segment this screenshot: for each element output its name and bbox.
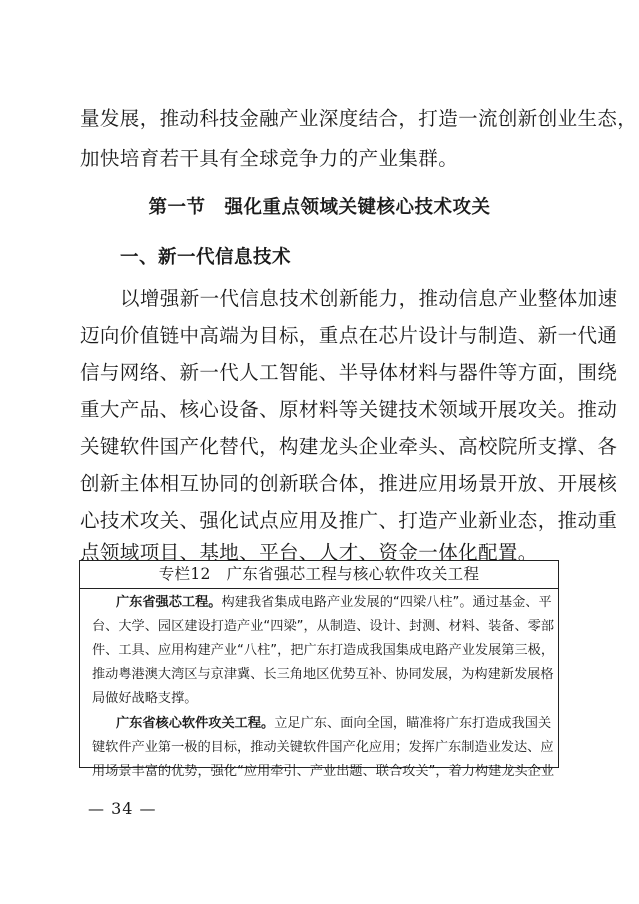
box-item1-line-4: 推动粤港澳大湾区与京津冀、长三角地区优势互补、协同发展，为构建新发展格 — [92, 667, 554, 682]
paragraph-line-5: 关键软件国产化替代，构建龙头企业牵头、高校院所支撑、各 — [80, 435, 618, 458]
box-item2-first-text: 立足广东、面向全国，瞄准将广东打造成我国关 — [274, 716, 552, 731]
box-item1-line-3: 件、工具、应用构建产业“八柱”，把广东打造成我国集成电路产业发展第三极， — [92, 643, 555, 658]
paragraph-line-8: 点领域项目、基地、平台、人才、资金一体化配置。 — [80, 541, 538, 564]
paragraph-line-3: 信与网络、新一代人工智能、半导体材料与器件等方面，围绕 — [80, 361, 618, 384]
box-item2-line-3: 用场景丰富的优势，强化“应用牵引、产业出题、联合攻关”，着力构建龙头企业 — [92, 764, 555, 779]
box-item1-line-5: 局做好战略支撑。 — [92, 691, 198, 706]
paragraph-line-6: 创新主体相互协同的创新联合体，推进应用场景开放、开展核 — [80, 472, 618, 495]
section-title: 第一节 强化重点领域关键核心技术攻关 — [148, 197, 491, 218]
box-item2-heading: 广东省核心软件攻关工程。 — [116, 716, 275, 731]
intro-line-1: 量发展，推动科技金融产业深度结合，打造一流创新创业生态， — [80, 107, 638, 130]
paragraph-line-4: 重大产品、核心设备、原材料等关键技术领域开展攻关。推动 — [80, 398, 618, 421]
box-item1-heading: 广东省强芯工程。 — [116, 595, 222, 610]
box-item2-line-2: 键软件产业第一极的目标，推动关键软件国产化应用；发挥广东制造业发达、应 — [92, 740, 554, 755]
page-number: — 34 — — [88, 799, 157, 818]
box-title: 专栏12 广东省强芯工程与核心软件攻关工程 — [80, 561, 558, 589]
box-item1-line-2: 台、大学、园区建设打造产业“四梁”，从制造、设计、封测、材料、装备、零部 — [92, 619, 555, 634]
feature-box — [79, 560, 559, 779]
intro-line-2: 加快培育若干具有全球竞争力的产业集群。 — [80, 147, 459, 170]
paragraph-line-1: 以增强新一代信息技术创新能力，推动信息产业整体加速 — [120, 287, 618, 310]
box-item2-line-1 — [116, 715, 551, 733]
paragraph-line-2: 迈向价值链中高端为目标，重点在芯片设计与制造、新一代通 — [80, 324, 618, 347]
paragraph-line-7: 心技术攻关、强化试点应用及推广、打造产业新业态，推动重 — [80, 509, 618, 532]
box-item1-line-1 — [116, 594, 552, 612]
sub-heading: 一、新一代信息技术 — [120, 247, 292, 268]
box-item1-first-text: 构建我省集成电路产业发展的“四梁八柱”。通过基金、平 — [221, 595, 552, 610]
